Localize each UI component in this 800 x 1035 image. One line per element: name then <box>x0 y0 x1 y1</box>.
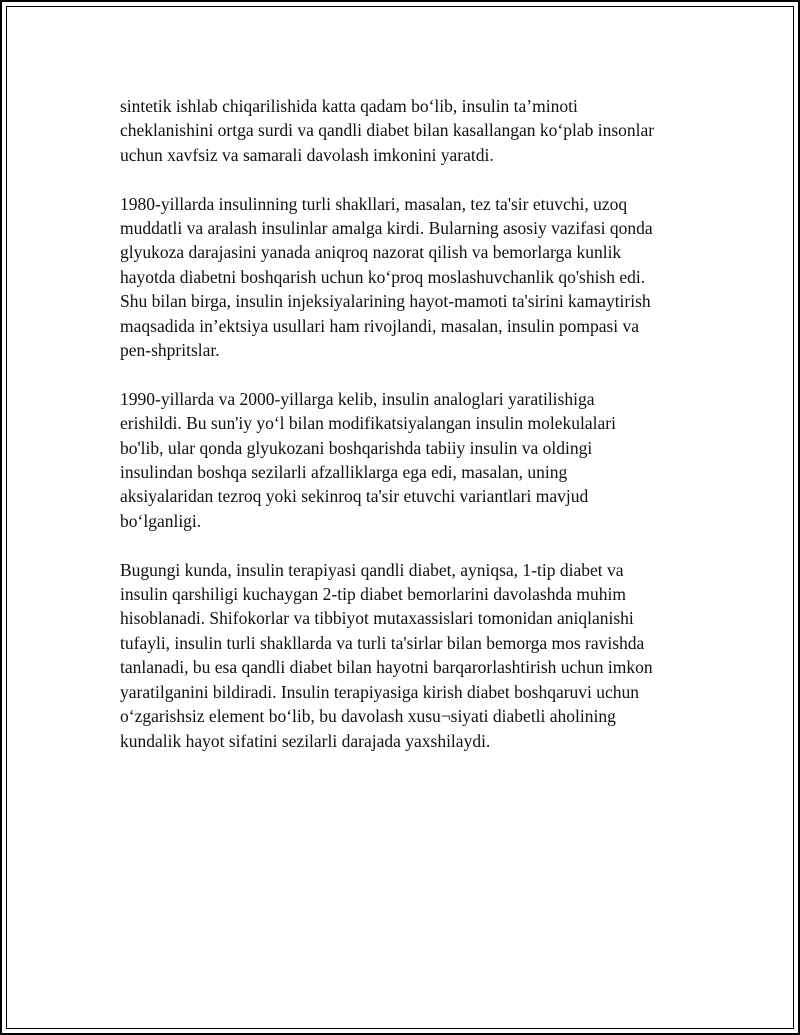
text-line: Shu bilan birga, insulin injeksiyalarining hayot-mamoti ta'sirini kamaytirish <box>120 291 651 312</box>
text-line: 1980-yillarda insulinning turli shakllari, masalan, tez ta'sir etuvchi, uzoq <box>120 193 628 214</box>
text-line: aksiyalaridan tezroq yoki sekinroq ta'sir etuvchi variantlari mavjud <box>120 486 589 507</box>
text-line: hisoblanadi. Shifokorlar va tibbiyot mutaxassislari tomonidan aniqlanishi <box>120 608 634 629</box>
text-line: insulin qarshiligi kuchaygan 2-tip diabet bemorlarini davolashda muhim <box>120 584 626 605</box>
text-line: hayotda diabetni boshqarish uchun ko‘proq moslashuvchanlik qo'shish edi. <box>120 266 646 287</box>
text-line: maqsadida in’ektsiya usullari ham rivojlandi, masalan, insulin pompasi va <box>120 315 640 336</box>
text-line: tufayli, insulin turli shakllarda va turli ta'sirlar bilan bemorga mos ravishda <box>120 632 645 653</box>
document-body <box>120 94 690 753</box>
text-line: muddatli va aralash insulinlar amalga kirdi. Bularning asosiy vazifasi qonda <box>120 218 653 239</box>
paragraph-2 <box>120 192 690 363</box>
text-line: erishildi. Bu sun'iy yo‘l bilan modifikatsiyalangan insulin molekulalari <box>120 413 616 434</box>
text-line: sintetik ishlab chiqarilishida katta qadam bo‘lib, insulin ta’minoti <box>120 96 578 116</box>
text-line: kundalik hayot sifatini sezilarli darajada yaxshilaydi. <box>120 730 491 751</box>
text-line: insulindan boshqa sezilarli afzalliklarga ega edi, masalan, uning <box>120 462 568 483</box>
text-line: bo‘lganligi. <box>120 510 202 531</box>
text-line: tanlanadi, bu esa qandli diabet bilan hayotni barqarorlashtirish uchun imkon <box>120 657 653 678</box>
paragraph-1 <box>120 94 690 167</box>
text-line: bo'lib, ular qonda glyukozani boshqarishda tabiiy insulin va oldingi <box>120 437 593 458</box>
text-line: cheklanishini ortga surdi va qandli diabet bilan kasallangan ko‘plab insonlar <box>120 120 655 141</box>
text-line: o‘zgarishsiz element bo‘lib, bu davolash xusu¬siyati diabetli aholining <box>120 706 616 727</box>
paragraph-4 <box>120 558 690 753</box>
text-line: glyukoza darajasini yanada aniqroq nazorat qilish va bemorlarga kunlik <box>120 242 622 263</box>
text-line: uchun xavfsiz va samarali davolash imkonini yaratdi. <box>120 144 494 165</box>
text-line: 1990-yillarda va 2000-yillarga kelib, insulin analoglari yaratilishiga <box>120 388 595 409</box>
text-line: pen-shpritslar. <box>120 340 220 361</box>
text-line: yaratilganini bildiradi. Insulin terapiyasiga kirish diabet boshqaruvi uchun <box>120 681 640 702</box>
text-line: Bugungi kunda, insulin terapiyasi qandli diabet, ayniqsa, 1-tip diabet va <box>120 559 624 580</box>
paragraph-3 <box>120 387 690 533</box>
